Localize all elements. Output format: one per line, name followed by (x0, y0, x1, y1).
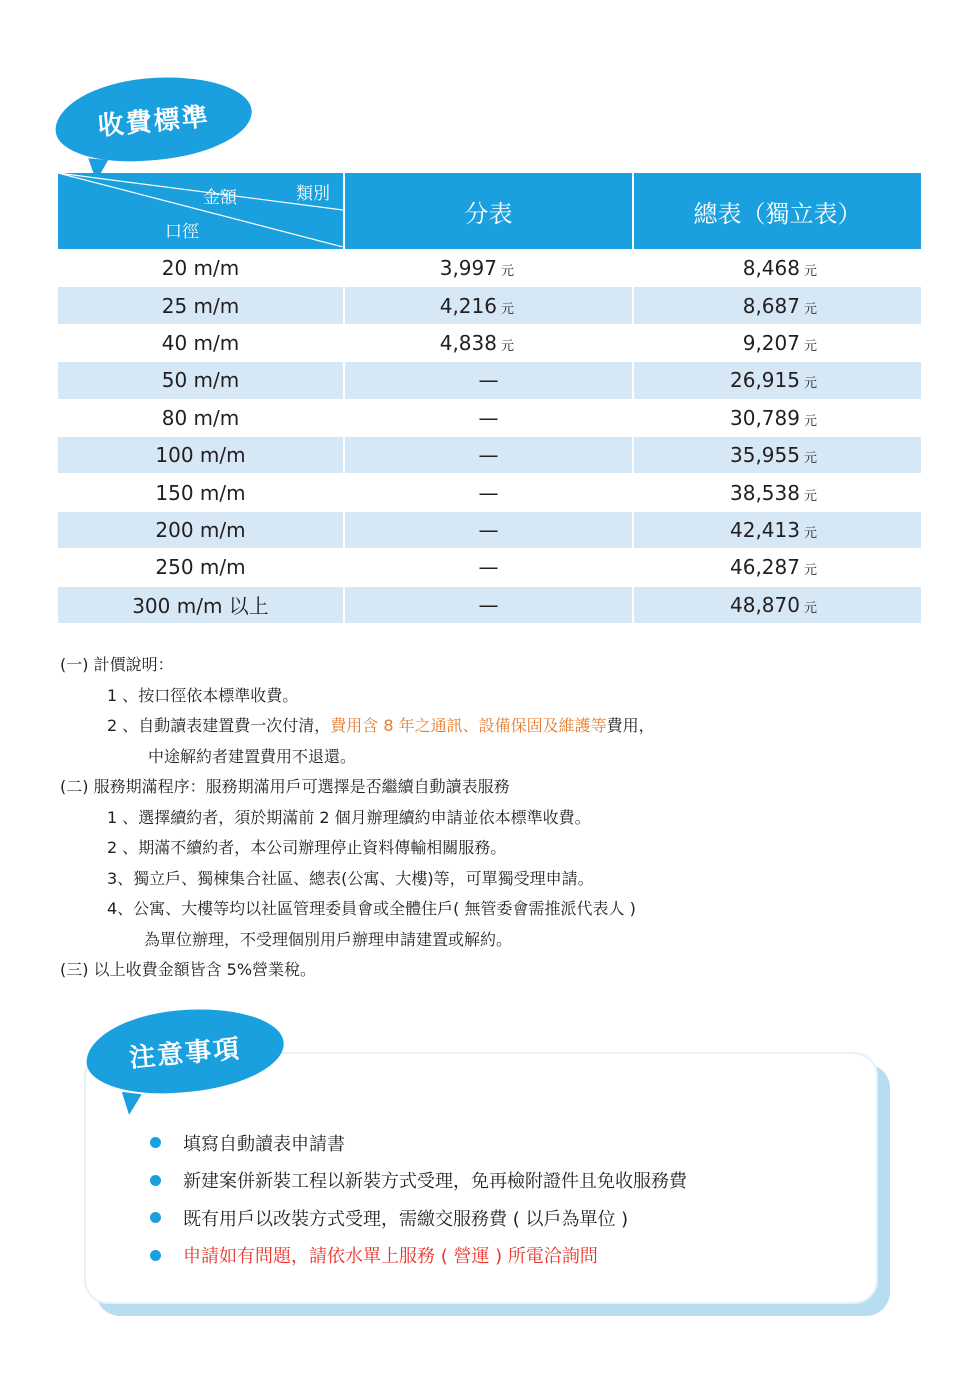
fee-table (58, 173, 921, 623)
note-2-item-4-cont: 為單位辦理，不受理個別用戶辦理申請建置或解約。 (144, 929, 513, 949)
notice-item-text: 填寫自動讀表申請書 (183, 1133, 345, 1155)
main-meter-fee-cell (633, 362, 921, 399)
main-meter-fee-cell (633, 436, 921, 473)
fee-value: 3,997 (439, 256, 497, 281)
fee-value: 42,413 (730, 517, 800, 542)
fee-value: 4,216 (439, 293, 497, 318)
note-1-item-1: 1 、按口徑依本標準收費。 (107, 685, 299, 705)
unit-label: 元 (803, 376, 817, 392)
header-amount: 金額 (203, 188, 237, 208)
unit-label: 元 (803, 600, 817, 616)
main-meter-fee-cell (633, 399, 921, 436)
sub-meter-fee-cell (344, 324, 633, 361)
caliber-cell: 25 m/m (58, 287, 344, 324)
main-meter-fee-cell (633, 549, 921, 586)
caliber-cell: 300 m/m 以上 (58, 586, 344, 623)
unit-label: 元 (500, 301, 514, 317)
fee-value: 38,538 (730, 480, 800, 505)
caliber-cell: 50 m/m (58, 362, 344, 399)
sub-meter-fee-cell: — (344, 549, 633, 586)
notice-item-text: 既有用戶以改裝方式受理，需繳交服務費 ( 以戶為單位 ) (183, 1208, 629, 1230)
note-2-item-1: 1 、選擇續約者，須於期滿前 2 個月辦理續約申請並依本標準收費。 (107, 807, 591, 827)
main-meter-fee-cell (633, 287, 921, 324)
note-3-heading: (三) 以上收費金額皆含 5%營業稅。 (60, 960, 317, 979)
sub-meter-fee-cell: — (344, 586, 633, 623)
note-2-heading: (二) 服務期滿程序：服務期滿用戶可選擇是否繼續自動讀表服務 (60, 777, 510, 796)
bullet-icon (150, 1175, 161, 1186)
fee-value: 46,287 (730, 555, 800, 580)
notice-list (150, 1124, 687, 1274)
unit-label: 元 (803, 451, 817, 467)
fee-value: 26,915 (730, 368, 800, 393)
caliber-cell: 250 m/m (58, 549, 344, 586)
fee-value: 30,789 (730, 405, 800, 430)
fee-table-header (58, 173, 921, 250)
note-2-item-4: 4、公寓、大樓等均以社區管理委員會或全體住戶( 無管委會需推派代表人 ) (107, 899, 636, 918)
main-meter-fee-cell (633, 511, 921, 548)
fee-table-row (58, 287, 921, 324)
bullet-icon (150, 1250, 161, 1261)
unit-label: 元 (803, 563, 817, 579)
sub-meter-fee-cell (344, 287, 633, 324)
caliber-cell: 150 m/m (58, 474, 344, 511)
fee-table-body (58, 250, 921, 623)
note-1-item-2c: 費用， (606, 716, 655, 735)
unit-label: 元 (803, 301, 817, 317)
fee-table-row (58, 250, 921, 287)
fee-table-row (58, 511, 921, 548)
notice-title-text: 注意事項 (128, 1033, 243, 1074)
fee-table-row (58, 474, 921, 511)
sub-meter-fee-cell: — (344, 436, 633, 473)
note-1-item-2a: 2 、自動讀表建置費一次付清， (107, 716, 331, 735)
fee-value: 4,838 (439, 330, 497, 355)
sub-meter-fee-cell: — (344, 399, 633, 436)
fee-table-row (58, 549, 921, 586)
bubble-tail (119, 1092, 142, 1116)
note-1-item-2 (60, 711, 655, 742)
fee-table-row (58, 436, 921, 473)
note-1-item-2-highlight: 費用含 8 年之通訊、設備保固及維護等 (330, 716, 607, 735)
fee-value: 8,468 (742, 256, 800, 281)
unit-label: 元 (803, 264, 817, 280)
fee-value: 48,870 (730, 592, 800, 617)
caliber-cell: 200 m/m (58, 511, 344, 548)
caliber-cell: 40 m/m (58, 324, 344, 361)
header-main-meter: 總表（獨立表） (633, 173, 921, 250)
sub-meter-fee-cell (344, 250, 633, 287)
caliber-cell: 80 m/m (58, 399, 344, 436)
unit-label: 元 (500, 264, 514, 280)
sub-meter-fee-cell: — (344, 511, 633, 548)
note-2-item-3: 3、獨立戶、獨棟集合社區、總表(公寓、大樓)等，可單獨受理申請。 (107, 868, 594, 888)
fee-table-row (58, 324, 921, 361)
bullet-icon (150, 1137, 161, 1148)
unit-label: 元 (803, 488, 817, 504)
caliber-cell: 20 m/m (58, 250, 344, 287)
notice-item (150, 1237, 687, 1275)
main-meter-fee-cell (633, 474, 921, 511)
sub-meter-fee-cell: — (344, 362, 633, 399)
notice-item-text: 新建案併新裝工程以新裝方式受理，免再檢附證件且免收服務費 (183, 1171, 687, 1193)
fee-table-row (58, 586, 921, 623)
notes-section (60, 650, 655, 986)
caliber-cell: 100 m/m (58, 436, 344, 473)
unit-label: 元 (803, 338, 817, 354)
bullet-icon (150, 1212, 161, 1223)
main-meter-fee-cell (633, 586, 921, 623)
notice-item (150, 1124, 687, 1162)
diagonal-header-cell (58, 173, 344, 250)
note-2-item-2: 2 、期滿不續約者，本公司辦理停止資料傳輸相關服務。 (107, 838, 507, 857)
fee-table-row (58, 362, 921, 399)
header-sub-meter: 分表 (344, 173, 633, 250)
notice-item-text: 申請如有問題，請依水單上服務 ( 營運 ) 所電洽詢問 (183, 1246, 598, 1268)
unit-label: 元 (803, 413, 817, 429)
note-1-item-2-cont: 中途解約者建置費用不退還。 (148, 746, 357, 766)
fee-section-title (52, 70, 255, 169)
fee-title-text: 收費標準 (96, 101, 211, 142)
unit-label: 元 (803, 525, 817, 541)
notice-item (150, 1199, 687, 1237)
unit-label: 元 (500, 338, 514, 354)
header-caliber: 口徑 (165, 222, 199, 242)
sub-meter-fee-cell: — (344, 474, 633, 511)
fee-table-row (58, 399, 921, 436)
notice-item (150, 1162, 687, 1200)
fee-value: 8,687 (742, 293, 800, 318)
note-1-heading: (一) 計價說明： (60, 655, 174, 674)
main-meter-fee-cell (633, 250, 921, 287)
fee-value: 35,955 (730, 443, 800, 468)
header-category: 類別 (296, 184, 330, 204)
fee-value: 9,207 (742, 330, 800, 355)
main-meter-fee-cell (633, 324, 921, 361)
